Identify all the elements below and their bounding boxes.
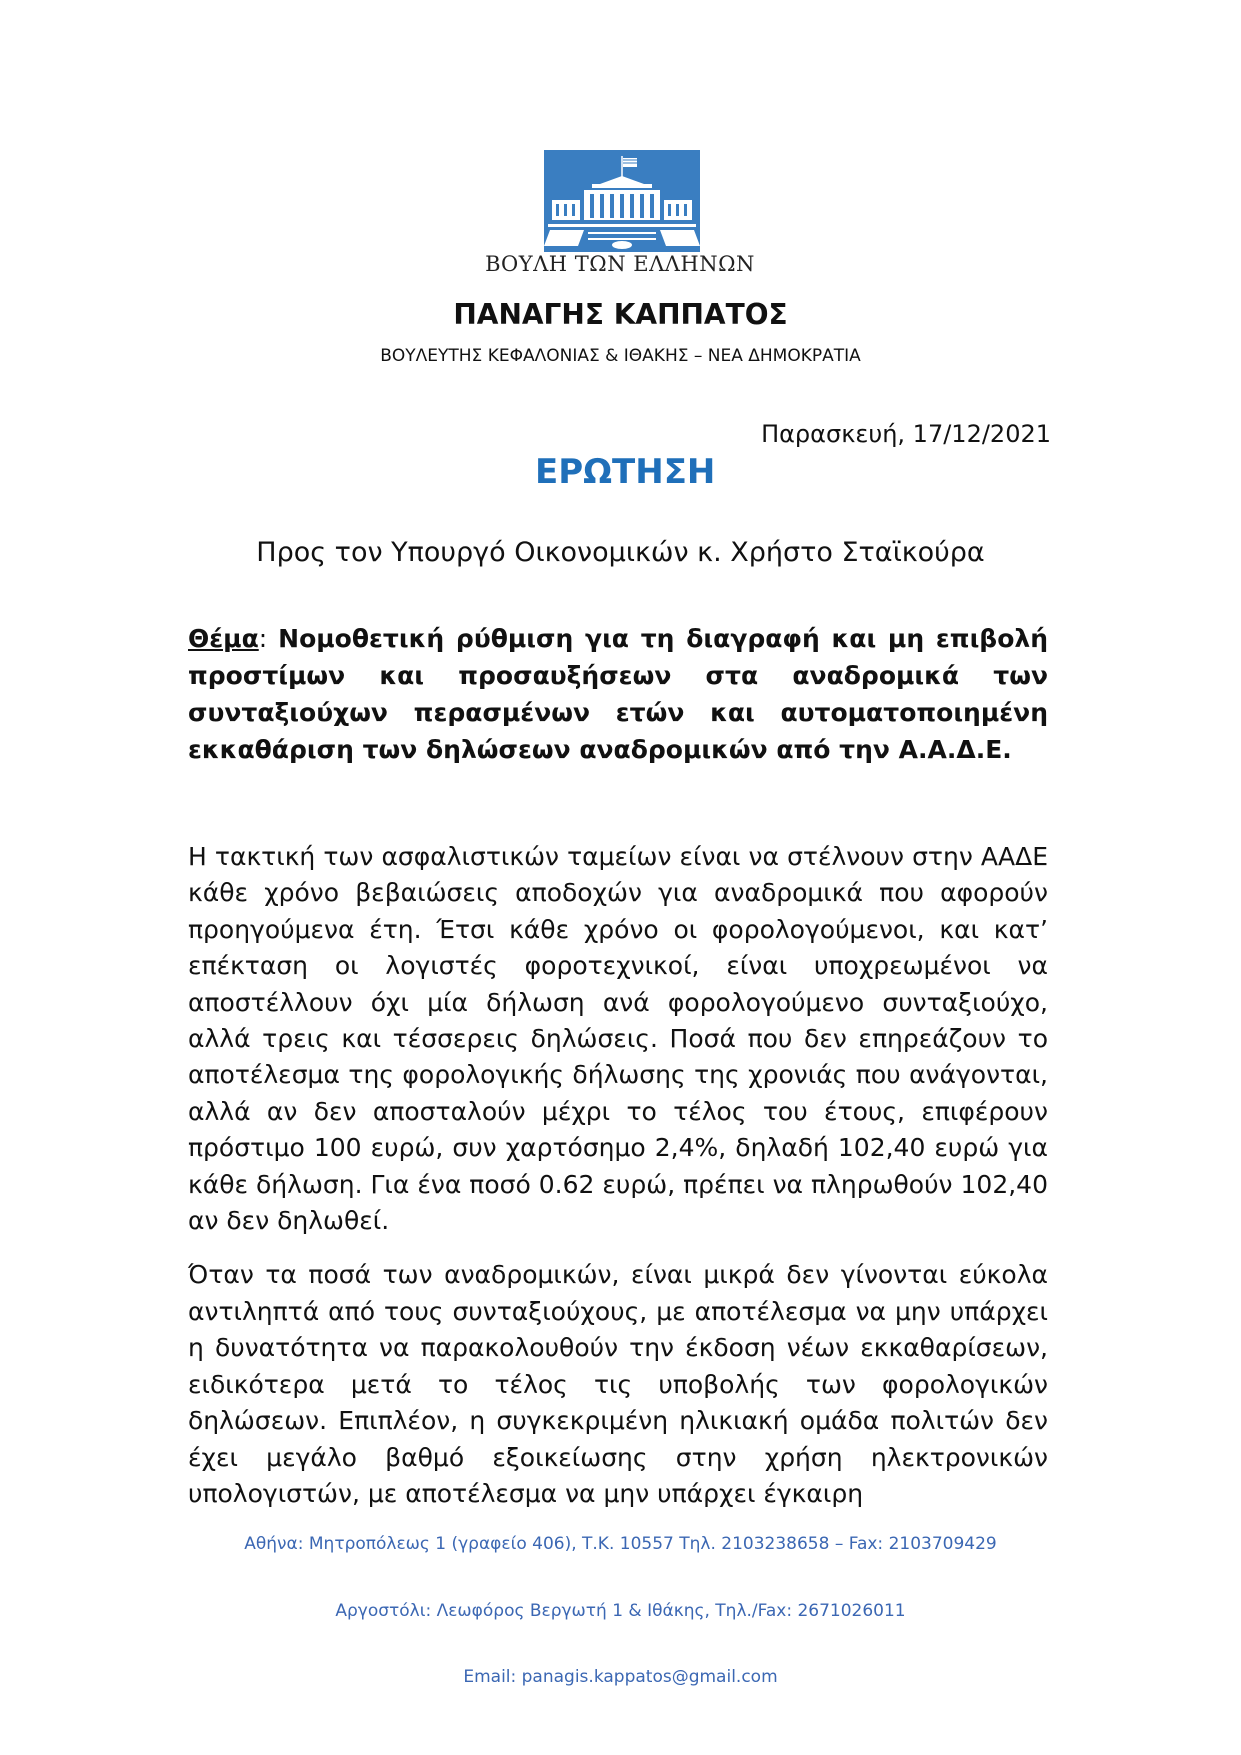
mp-name: ΠΑΝΑΓΗΣ ΚΑΠΠΑΤΟΣ <box>453 298 788 331</box>
body-paragraph-1: Η τακτική των ασφαλιστικών ταμείων είναι να στέλνουν στην ΑΑΔΕ κάθε χρόνο βεβαιώσεις αποδοχών για αναδρομικά που αφορούν προηγούμενα έτη. Έτσι κάθε χρόνο οι φορολογούμενοι, και κατ’ επέκταση οι λογιστές φοροτεχνικοί, είναι υποχρεωμένοι να αποστέλλουν όχι μία δήλωση ανά φορολογούμενο συνταξιούχο, αλλά τρεις και τέσσερεις δηλώσεις. Ποσά που δεν επηρεάζουν το αποτέλεσμα της φορολογικής δήλωσης της χρονιάς που ανάγονται, αλλά αν δεν αποσταλούν μέχρι το τέλος του έτους, επιφέρουν πρόστιμο 100 ευρώ, συν χαρτόσημο 2,4%, δηλαδή 102,40 ευρώ για κάθε δήλωση. Για ένα ποσό 0.62 ευρώ, πρέπει να πληρωθούν 102,40 αν δεν δηλωθεί. <box>188 842 1048 1236</box>
subject-colon: : <box>258 624 279 653</box>
subject-label: Θέμα <box>188 624 259 653</box>
footer-athens-address: Αθήνα: Μητροπόλεως 1 (γραφείο 406), Τ.Κ. 10557 Τηλ. 2103238658 – Fax: 2103709429 <box>244 1534 997 1554</box>
document-date: Παρασκευή, 17/12/2021 <box>761 420 1051 448</box>
logo-text: ΒΟΥΛΗ ΤΩΝ ΕΛΛΗΝΩΝ <box>485 252 755 276</box>
body-text <box>188 839 1048 1530</box>
subject-block <box>188 620 1048 768</box>
footer-email: Email: panagis.kappatos@gmail.com <box>463 1667 778 1687</box>
body-paragraph-2: Όταν τα ποσά των αναδρομικών, είναι μικρά δεν γίνονται εύκολα αντιληπτά από τους συνταξιούχους, με αποτέλεσμα να μην υπάρχει η δυνατότητα να παρακολουθούν την έκδοση νέων εκκαθαρίσεων, ειδικότερα μετά το τέλος τις υποβολής των φορολογικών δηλώσεων. Επιπλέον, η συγκεκριμένη ηλικιακή ομάδα πολιτών δεν έχει μεγάλο βαθμό εξοικείωσης στην χρήση ηλεκτρονικών υπολογιστών, με αποτέλεσμα να μην υπάρχει έγκαιρη <box>188 1260 1048 1508</box>
mp-role: ΒΟΥΛΕΥΤΗΣ ΚΕΦΑΛΟΝΙΑΣ & ΙΘΑΚΗΣ – ΝΕΑ ΔΗΜΟΚΡΑΤΙΑ <box>380 346 861 366</box>
footer-argostoli-address: Αργοστόλι: Λεωφόρος Βεργωτή 1 & Ιθάκης, Τηλ./Fax: 2671026011 <box>335 1601 906 1621</box>
subject-text: Νομοθετική ρύθμιση για τη διαγραφή και μη επιβολή προστίμων και προσαυξήσεων στα αναδρομικά των συνταξιούχων περασμένων ετών και αυτοματοποιημένη εκκαθάριση των δηλώσεων αναδρομικών από την Α.Α.Δ.Ε. <box>188 624 1048 764</box>
recipient-line: Προς τον Υπουργό Οικονομικών κ. Χρήστο Σταϊκούρα <box>256 537 985 568</box>
parliament-building-logo <box>544 150 700 260</box>
document-type-heading: ΕΡΩΤΗΣΗ <box>535 452 716 492</box>
